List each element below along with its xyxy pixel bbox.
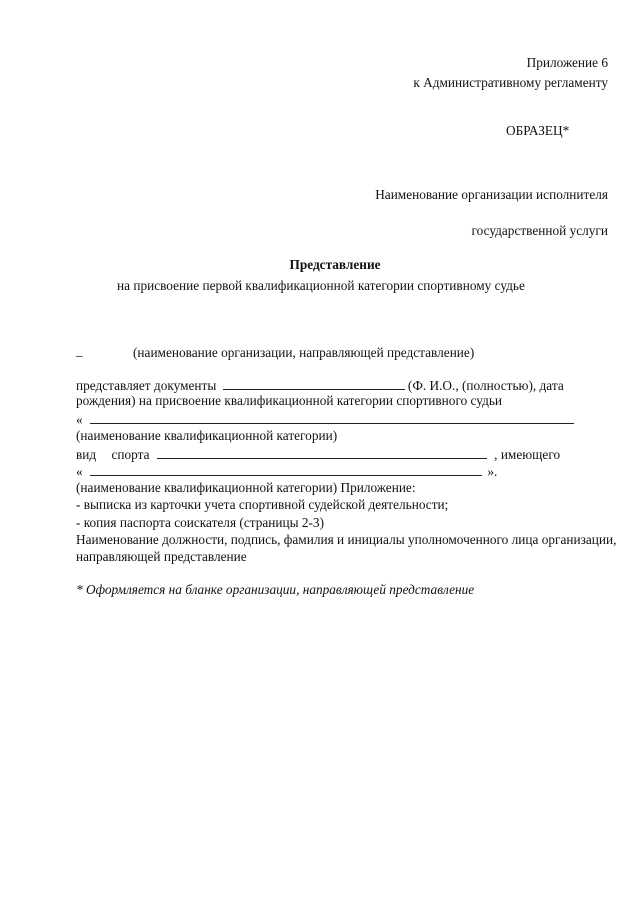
- quote-close: ».: [487, 464, 498, 479]
- category-blank-line-2: [76, 462, 497, 480]
- executor-org-line2: государственной услуги: [471, 223, 608, 238]
- document-title: Представление: [289, 257, 381, 272]
- quote-open-2: «: [76, 464, 83, 479]
- fio-hint: (Ф. И.О., (полностью), дата: [407, 378, 564, 393]
- executor-org-line1: Наименование организации исполнителя: [375, 187, 608, 202]
- sport-label: вид: [76, 447, 97, 462]
- quote-open: «: [76, 412, 83, 427]
- birth-line: рождения) на присвоение квалификационной категории спортивного судьи: [76, 393, 503, 408]
- category-hint-2: (наименование квалификационной категории) Приложение:: [76, 480, 416, 495]
- signature-line-2: направляющей представление: [76, 549, 247, 564]
- document-subtitle: на присвоение первой квалификационной категории спортивному судье: [117, 278, 525, 293]
- category-hint: (наименование квалификационной категории): [76, 428, 338, 443]
- sport-blank: [157, 445, 487, 459]
- having-label: , имеющего: [494, 447, 561, 462]
- fio-blank: [223, 376, 405, 390]
- footnote: * Оформляется на бланке организации, направляющей представление: [76, 582, 475, 597]
- appendix-number: Приложение 6: [526, 55, 608, 70]
- attachment-item-1: - выписка из карточки учета спортивной судейской деятельности;: [76, 497, 449, 512]
- blank-dash: _: [76, 343, 83, 358]
- regulation-reference: к Административному регламенту: [413, 75, 608, 90]
- category-blank-line: [76, 410, 574, 428]
- attachment-item-2: - копия паспорта соискателя (страницы 2-3): [76, 515, 324, 530]
- category-blank-2: [90, 462, 482, 476]
- sport-word: спорта: [111, 447, 150, 462]
- sport-line: [76, 445, 560, 463]
- org-name-hint: (наименование организации, направляющей представление): [133, 345, 475, 360]
- represents-line: [76, 376, 564, 394]
- signature-line-1: Наименование должности, подпись, фамилия и инициалы уполномоченного лица организации,: [76, 532, 617, 547]
- category-blank: [90, 410, 574, 424]
- represents-label: представляет документы: [76, 378, 217, 393]
- sample-mark: ОБРАЗЕЦ*: [506, 123, 570, 138]
